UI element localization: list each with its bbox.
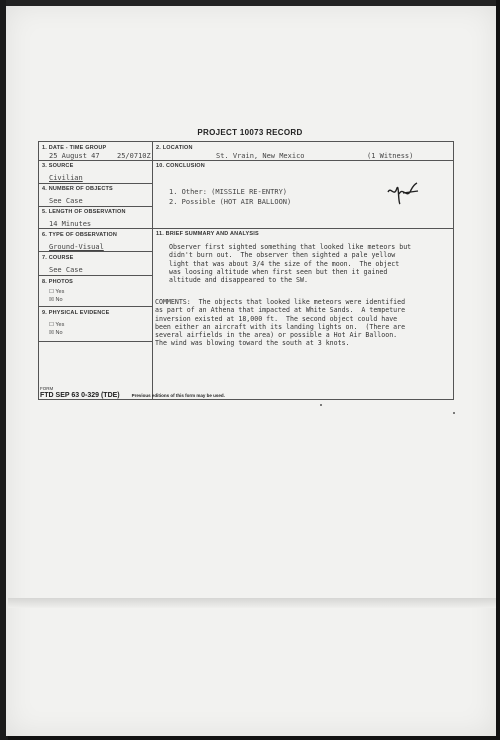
witness-count: (1 Witness) <box>367 152 414 160</box>
photos-no-option: ☒ No <box>49 297 63 303</box>
row-divider <box>152 228 453 229</box>
time-value: 25/0710Z <box>117 152 151 160</box>
form-note: Previous editions of this form may be used. <box>131 393 225 398</box>
row-divider <box>39 251 152 252</box>
physical-evidence-label: 9. PHYSICAL EVIDENCE <box>42 310 110 316</box>
length-of-observation-value: 14 Minutes <box>49 220 92 228</box>
course-value: See Case <box>49 266 83 274</box>
row-divider <box>39 275 152 276</box>
row-divider <box>39 206 152 207</box>
column-divider <box>152 142 153 399</box>
photos-label: 8. PHOTOS <box>42 279 74 285</box>
form-number-text: FTD SEP 63 0-329 (TDE) <box>40 392 120 399</box>
brief-summary-text: Observer first sighted something that looked like meteors but didn't burn out. The observer then sighted a pale yellow light that was about 3/4 the size of the moon. The object was loosing altitude when first seen but then it gained altitude and disappeared to the SW. <box>169 243 412 285</box>
comments-text: COMMENTS: The objects that looked like meteors were identified as part of an Athena that impacted at White Sands. A tempeture inversion existed at 18,000 ft. The second object could have been either an aircraft with its landing lights on. (There are several airfields in the area) or possible a Hot Air Balloon. The wind was blowing toward the south at 3 knots. <box>155 298 406 348</box>
scan-top-edge <box>6 0 496 6</box>
source-value: Civilian <box>49 174 83 182</box>
photos-no-label: No <box>55 297 63 303</box>
form-number <box>40 392 225 399</box>
handwritten-initials <box>385 180 421 208</box>
length-of-observation-label: 5. LENGTH OF OBSERVATION <box>42 209 126 215</box>
course-label: 7. COURSE <box>42 255 74 261</box>
row-divider <box>39 160 453 161</box>
conclusion-line-2: 2. Possible (HOT AIR BALLOON) <box>169 198 292 206</box>
document-title: PROJECT 10073 RECORD <box>197 128 303 137</box>
evidence-yes-option: ☐ Yes <box>49 322 65 328</box>
evidence-no-label: No <box>55 330 63 336</box>
scan-speck <box>320 404 322 406</box>
record-form <box>38 141 454 400</box>
evidence-yes-label: Yes <box>55 322 65 328</box>
source-label: 3. SOURCE <box>42 163 74 169</box>
row-divider <box>39 341 152 342</box>
photos-yes-option: ☐ Yes <box>49 289 65 295</box>
row-divider <box>39 228 152 229</box>
conclusion-line-1: 1. Other: (MISSILE RE-ENTRY) <box>169 188 288 196</box>
scan-speck <box>453 412 455 414</box>
type-of-observation-label: 6. TYPE OF OBSERVATION <box>42 232 117 238</box>
brief-summary-label: 11. BRIEF SUMMARY AND ANALYSIS <box>156 231 259 237</box>
row-divider <box>39 306 152 307</box>
type-of-observation-value: Ground-Visual <box>49 243 104 251</box>
date-value: 25 August 47 <box>49 152 100 160</box>
location-value: St. Vrain, New Mexico <box>216 152 305 160</box>
form-label: FORM <box>40 386 54 391</box>
number-of-objects-value: See Case <box>49 197 83 205</box>
photos-yes-label: Yes <box>55 289 65 295</box>
conclusion-label: 10. CONCLUSION <box>156 163 205 169</box>
date-time-group-label: 1. DATE - TIME GROUP <box>42 145 107 151</box>
location-label: 2. LOCATION <box>156 145 193 151</box>
row-divider <box>39 183 152 184</box>
number-of-objects-label: 4. NUMBER OF OBJECTS <box>42 186 113 192</box>
evidence-no-option: ☒ No <box>49 330 63 336</box>
page-fold-band <box>8 598 496 608</box>
